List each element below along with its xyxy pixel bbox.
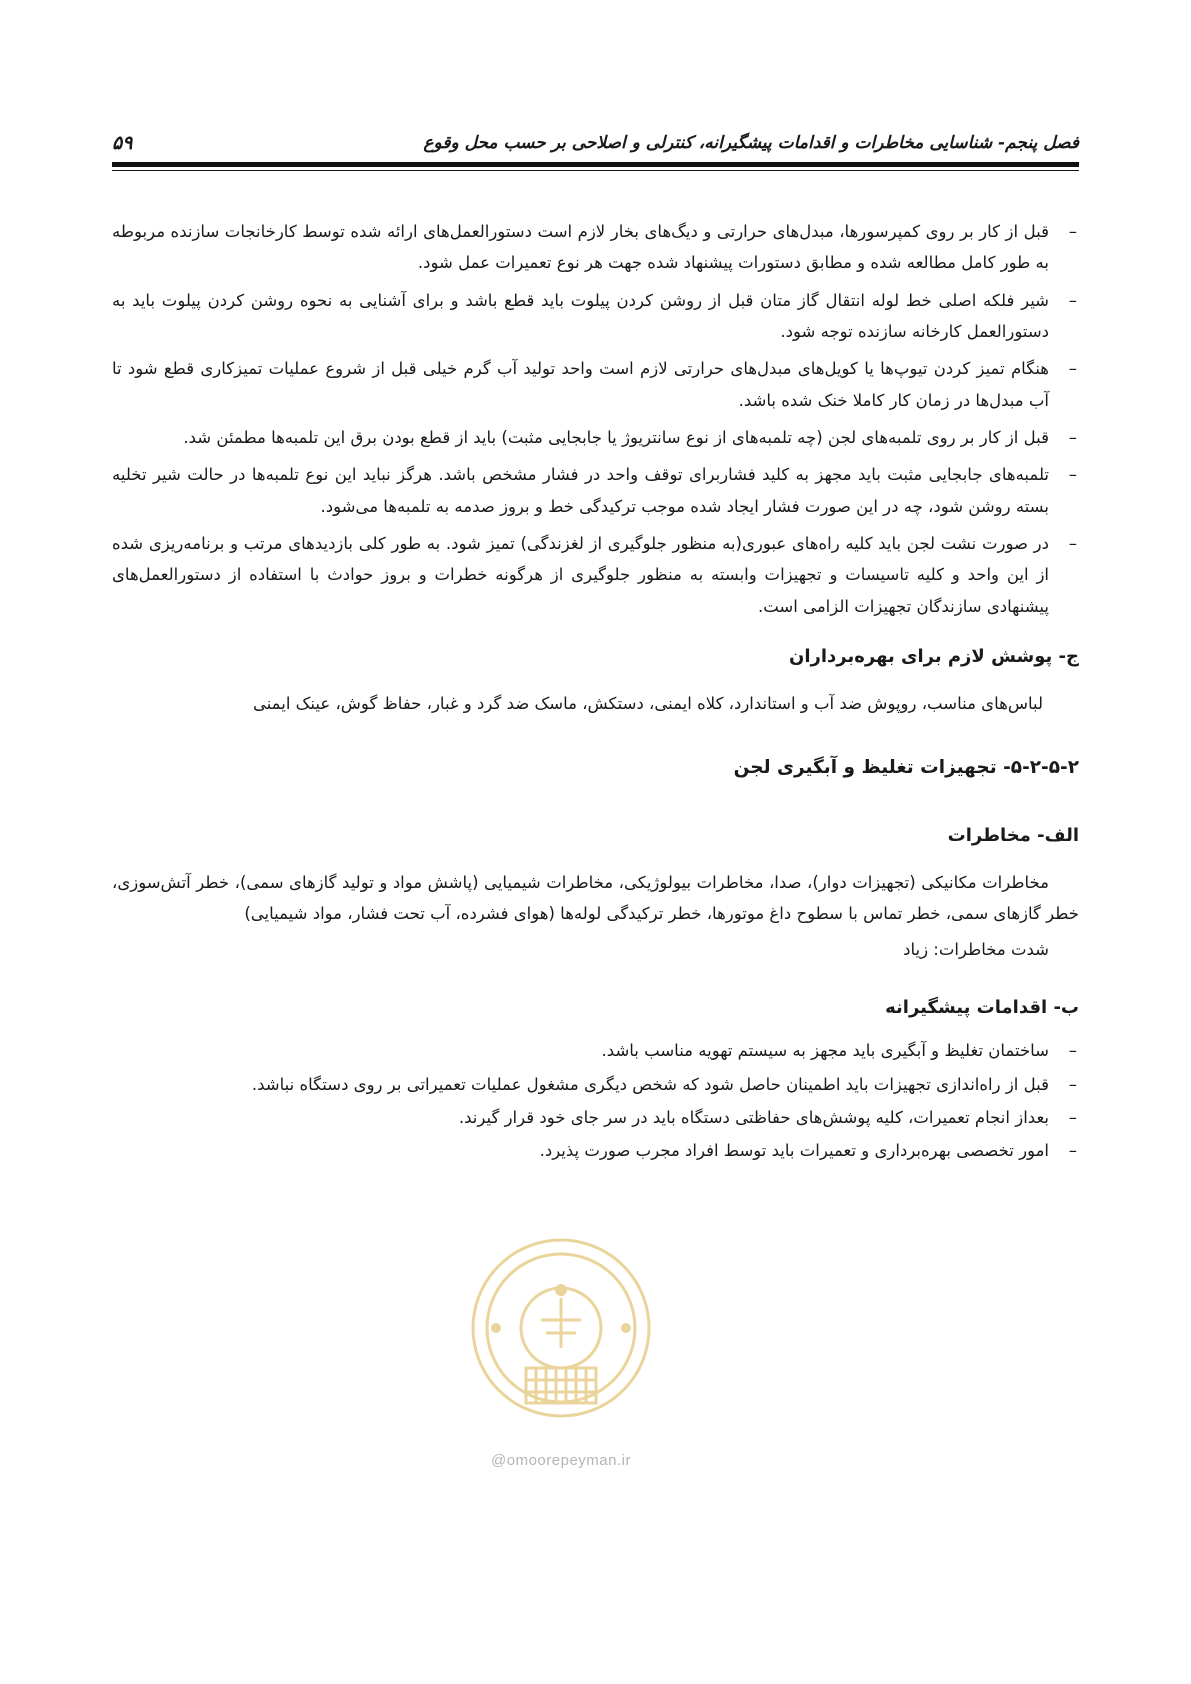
dash-bullet: –	[1068, 1141, 1077, 1161]
list-item	[112, 216, 1079, 279]
list-item	[112, 528, 1079, 622]
list-item	[112, 1135, 1079, 1166]
list-item	[112, 1069, 1079, 1100]
prevention-heading: ب- اقدامات پیشگیرانه	[885, 997, 1079, 1019]
list-item	[112, 353, 1079, 416]
hazards-text: مخاطرات مکانیکی (تجهیزات دوار)، صدا، مخاطرات بیولوژیکی، مخاطرات شیمیایی (پاشش مواد و تولید گازهای سمی)، خطر آتش‌سوزی، خطر گازهای سمی، خطر تماس با سطوح داغ موتورها، خطر ترکیدگی لوله‌ها (هوای فشرده، آب تحت فشار، مواد شیمیایی)	[112, 872, 1079, 924]
dash-bullet: –	[1068, 1041, 1077, 1061]
list-item	[112, 459, 1079, 522]
list-item	[112, 1102, 1079, 1133]
page-body	[112, 216, 1079, 1169]
dash-bullet: –	[1068, 222, 1077, 241]
watermark-url: @omoorepeyman.ir	[491, 1452, 631, 1469]
list-item-text: هنگام تمیز کردن تیوپ‌ها یا کویل‌های مبدل‌های حرارتی لازم است واحد تولید آب گرم خیلی قبل از شروع عملیات تمیزکاری قطع شود تا آب مبدل‌ها در زمان کار کاملا خنک شده باشد.	[112, 359, 1049, 410]
dash-bullet: –	[1068, 359, 1077, 379]
section-heading: ۵-۲-۵-۲- تجهیزات تغلیظ و آبگیری لجن	[733, 756, 1079, 778]
page-number: ۵۹	[112, 132, 133, 154]
header-rule-thick	[112, 162, 1079, 167]
dash-bullet: –	[1068, 465, 1077, 485]
prevention-bullet-list	[112, 1035, 1079, 1166]
list-item-text: شیر فلکه اصلی خط لوله انتقال گاز متان قبل از روشن کردن پیلوت باید قطع باشد و برای آشنایی به نحوه روشن کردن پیلوت باید به دستورالعمل کارخانه سازنده توجه شود.	[112, 290, 1049, 342]
list-item	[112, 1035, 1079, 1066]
list-item	[112, 285, 1079, 348]
dash-bullet: –	[1068, 1074, 1077, 1094]
running-header	[112, 128, 1079, 158]
hazards-heading: الف- مخاطرات	[947, 824, 1079, 846]
list-item-text: قبل از راه‌اندازی تجهیزات باید اطمینان حاصل شود که شخص دیگری مشغول عملیات تعمیراتی بر روی دستگاه نباشد.	[251, 1074, 1049, 1094]
dash-bullet: –	[1068, 290, 1077, 310]
list-item-text: بعداز انجام تعمیرات، کلیه پوشش‌های حفاظتی دستگاه باید در سر جای خود قرار گیرند.	[458, 1107, 1049, 1127]
list-item-text: ساختمان تغلیظ و آبگیری باید مجهز به سیستم تهویه مناسب باشد.	[601, 1041, 1049, 1061]
dash-bullet: –	[1068, 1107, 1077, 1127]
list-item-text: در صورت نشت لجن باید کلیه راه‌های عبوری(به منظور جلوگیری از لغزندگی) تمیز شود. به طور کلی بازدیدهای مرتب و برنامه‌ریزی شده از این واحد و کلیه تاسیسات و تجهیزات وابسته به منظور جلوگیری از هرگونه خطرات و بروز حوادث با استفاده از دستورالعمل‌های پیشنهادی سازندگان تجهیزات الزامی است.	[112, 534, 1049, 616]
maintenance-bullet-list	[112, 216, 1079, 622]
list-item-text: قبل از کار بر روی کمپرسورها، مبدل‌های حرارتی و دیگ‌های بخار لازم است دستورالعمل‌های ارائه شده توسط کارخانجات سازنده مربوطه به طور کامل مطالعه شده و مطابق دستورات پیشنهاد شده جهت هر نوع تعمیرات عمل شود.	[112, 222, 1049, 273]
list-item-text: امور تخصصی بهره‌برداری و تعمیرات باید توسط افراد مجرب صورت پذیرد.	[539, 1141, 1049, 1161]
watermark-seal-icon	[466, 1228, 656, 1438]
list-item-text: قبل از کار بر روی تلمبه‌های لجن (چه تلمبه‌های از نوع سانتریوژ یا جابجایی مثبت) باید از قطع بودن برق این تلمبه‌ها مطمئن شد.	[183, 428, 1049, 448]
protection-text: لباس‌های مناسب، روپوش ضد آب و استاندارد، کلاه ایمنی، دستکش، ماسک ضد گرد و غبار، حفاظ گوش، عینک ایمنی	[252, 694, 1043, 714]
protection-heading: ج- پوشش لازم برای بهره‌برداران	[788, 646, 1079, 668]
header-rule-thin	[112, 170, 1079, 171]
hazard-severity: شدت مخاطرات: زیاد	[903, 939, 1049, 959]
list-item-text: تلمبه‌های جابجایی مثبت باید مجهز به کلید فشاربرای توقف واحد در فشار مشخص باشد. هرگز نباید این نوع تلمبه‌ها در حالت شیر تخلیه بسته روشن شود، چه در این صورت فشار ایجاد شده موجب ترکیدگی خط و بروز صدمه به تلمبه‌ها می‌شود.	[112, 465, 1049, 516]
dash-bullet: –	[1068, 428, 1077, 448]
chapter-title: فصل پنجم- شناسایی مخاطرات و اقدامات پیشگیرانه، کنترلی و اصلاحی بر حسب محل وقوع	[423, 133, 1079, 153]
dash-bullet: –	[1068, 534, 1077, 554]
list-item	[112, 422, 1079, 453]
